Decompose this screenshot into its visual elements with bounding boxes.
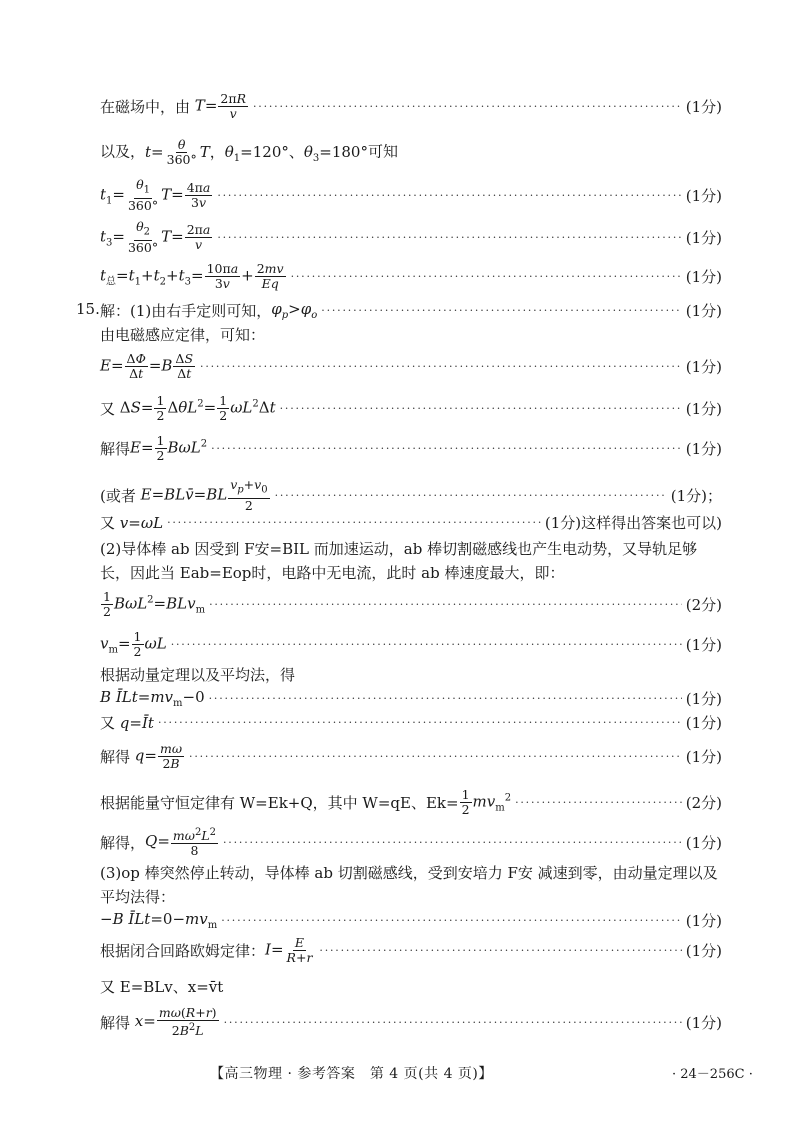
formula: $t_3=$ $\frac{\theta_2}{360^\circ}$ T= $\frac{2\pi a}{v}$ bbox=[100, 219, 211, 255]
answer-paragraph-line: 长，因此当 Eab=Eop时，电路中无电流，此时 ab 棒速度最大，即： bbox=[100, 564, 565, 582]
answer-line bbox=[100, 92, 722, 121]
answer-prefix: 解得 bbox=[100, 1013, 131, 1032]
formula: Q= $\frac{m\omega^2L^2}{8}$ bbox=[145, 827, 217, 859]
answer-line bbox=[100, 630, 722, 659]
formula: E=BLv̄=BL $\frac{v_p+v_0}{2}$ bbox=[140, 477, 268, 513]
answer-line bbox=[100, 300, 722, 321]
formula: T= $\frac{2\pi R}{v}$ bbox=[194, 91, 246, 121]
answer-line bbox=[100, 434, 722, 463]
answer-prefix: 又 bbox=[100, 714, 116, 732]
leader-dots bbox=[515, 796, 682, 809]
leader-dots bbox=[209, 598, 682, 611]
formula: $\frac{1}{2}$ BωL$^2$=BLv$_m$ bbox=[103, 589, 206, 619]
answer-line bbox=[100, 788, 722, 817]
answer-prefix: 解得 bbox=[100, 748, 131, 766]
answer-line bbox=[100, 712, 722, 733]
formula: x= $\frac{m\omega(R+r)}{2B^2L}$ bbox=[134, 1005, 217, 1039]
score-label: (1分) bbox=[685, 98, 722, 116]
formula: $t_1=$ $\frac{\theta_1}{360^\circ}$ T= $\frac{4\pi a}{3v}$ bbox=[100, 177, 211, 213]
answer-line bbox=[100, 1006, 722, 1038]
answer-line: 又 E=BLv、x=v̄t bbox=[100, 978, 224, 996]
leader-dots bbox=[224, 1016, 682, 1029]
leader-dots bbox=[223, 836, 682, 849]
leader-dots bbox=[217, 189, 681, 202]
answer-text: 以及， bbox=[100, 142, 146, 161]
formula: E= $\frac{1}{2}$ BωL$^2$ bbox=[130, 433, 208, 463]
question-number: 15. bbox=[76, 300, 100, 318]
answer-line bbox=[100, 742, 722, 771]
answer-text-tail: 可知 bbox=[367, 142, 398, 161]
answer-line bbox=[100, 590, 722, 619]
answer-line bbox=[100, 688, 722, 709]
answer-line bbox=[100, 220, 722, 255]
score-label: (1分) bbox=[685, 636, 722, 654]
answer-paragraph-line: (3)op 棒突然停止转动，导体棒 ab 切割磁感线，受到安培力 F安 减速到零，由动量定理以及 bbox=[100, 864, 718, 882]
answer-prefix: 解得， bbox=[100, 833, 146, 852]
answer-text: 根据能量守恒定律有 W=Ek+Q，其中 W=qE、Ek= bbox=[100, 794, 459, 812]
formula: q=Īt bbox=[119, 713, 154, 732]
answer-prefix: 解得 bbox=[100, 440, 131, 458]
answer-prefix: 又 bbox=[100, 514, 116, 532]
answer-line bbox=[100, 178, 722, 213]
score-label: (1分) bbox=[685, 690, 722, 708]
formula: $\frac{1}{2}$ $mv_m^2$ bbox=[461, 787, 512, 817]
leader-dots bbox=[211, 442, 682, 455]
answer-line bbox=[100, 512, 722, 533]
answer-line bbox=[100, 394, 722, 423]
leader-dots bbox=[221, 914, 682, 927]
page-footer: 【高三物理 · 参考答案 第 4 页(共 4 页)】 bbox=[210, 1066, 493, 1082]
score-label: (2分) bbox=[685, 596, 722, 614]
leader-dots bbox=[200, 360, 682, 373]
formula: −B $ĪLt=0-mv_m$ bbox=[100, 910, 218, 931]
score-label: (1分) bbox=[685, 268, 722, 286]
answer-line: 由电磁感应定律，可知： bbox=[100, 326, 266, 344]
score-label: (1分) bbox=[685, 302, 722, 320]
answer-paragraph-line: 平均法得： bbox=[100, 888, 176, 906]
score-label: (1分) bbox=[685, 942, 722, 960]
leader-dots bbox=[275, 489, 667, 502]
leader-dots bbox=[319, 944, 681, 957]
score-label: (1分) bbox=[685, 440, 722, 458]
score-label: (1分)这样得出答案也可以) bbox=[544, 514, 722, 532]
score-label: (1分)； bbox=[670, 486, 722, 505]
formula: E= $\frac{\Delta\Phi}{\Delta t}$ =B $\frac{\Delta S}{\Delta t}$ bbox=[100, 351, 194, 381]
score-label: (1分) bbox=[685, 358, 722, 376]
score-label: (1分) bbox=[685, 400, 722, 418]
leader-dots bbox=[291, 270, 682, 283]
leader-dots bbox=[321, 304, 681, 317]
leader-dots bbox=[167, 516, 541, 529]
leader-dots bbox=[280, 402, 682, 415]
formula: ΔS= $\frac{1}{2}$ ΔθL$^2$= $\frac{1}{2}$ $\omega L^2\Delta t$ bbox=[115, 393, 276, 423]
formula: t= $\frac{\theta}{360^\circ}$ T，$\theta_1=120^\circ$、$\theta_3=180^\circ$ bbox=[145, 137, 368, 167]
leader-dots bbox=[189, 750, 682, 763]
score-label: (1分) bbox=[685, 714, 722, 732]
score-label: (1分) bbox=[685, 833, 722, 852]
answer-prefix: (或者 bbox=[100, 486, 136, 505]
leader-dots bbox=[171, 638, 682, 651]
formula: q= $\frac{m\omega}{2B}$ bbox=[134, 741, 183, 771]
leader-dots bbox=[209, 692, 682, 705]
score-label: (1分) bbox=[685, 1013, 722, 1032]
answer-line bbox=[100, 936, 722, 965]
answer-line bbox=[100, 478, 722, 513]
answer-line bbox=[100, 826, 722, 858]
score-label: (1分) bbox=[685, 186, 722, 205]
formula: $t_总=t_1+t_2+t_3=$ $\frac{10\pi a}{3v}$ + $\frac{2mv}{Eq}$ bbox=[100, 261, 284, 291]
formula: B $ĪLt=mv_m-0$ bbox=[100, 688, 205, 709]
score-label: (2分) bbox=[685, 794, 722, 812]
formula: $v_m=$ $\frac{1}{2}$ ωL bbox=[100, 629, 167, 659]
leader-dots bbox=[253, 100, 682, 113]
answer-paragraph-line: (2)导体棒 ab 因受到 F安=BIL 而加速运动，ab 棒切割磁感线也产生电动势，又导轨足够 bbox=[100, 540, 698, 558]
formula: I= $\frac{E}{R+r}$ bbox=[265, 935, 313, 965]
answer-text: 在磁场中，由 bbox=[100, 98, 191, 116]
answer-text: 解：(1)由右手定则可知， bbox=[100, 302, 272, 320]
leader-dots bbox=[158, 716, 682, 729]
formula: $\varphi_p>\varphi_o$ bbox=[271, 300, 318, 321]
answer-line: 根据动量定理以及平均法，得 bbox=[100, 666, 296, 684]
answer-prefix: 根据闭合回路欧姆定律： bbox=[100, 942, 266, 960]
leader-dots bbox=[217, 231, 681, 244]
answer-line bbox=[100, 138, 398, 167]
answer-line bbox=[100, 910, 722, 931]
answer-prefix: 又 bbox=[100, 400, 116, 418]
answer-line bbox=[100, 352, 722, 381]
answer-line bbox=[100, 262, 722, 291]
formula: v=ωL bbox=[119, 513, 164, 532]
score-label: (1分) bbox=[685, 228, 722, 247]
document-code: · 24－256C · bbox=[672, 1067, 753, 1082]
score-label: (1分) bbox=[685, 912, 722, 930]
score-label: (1分) bbox=[685, 748, 722, 766]
